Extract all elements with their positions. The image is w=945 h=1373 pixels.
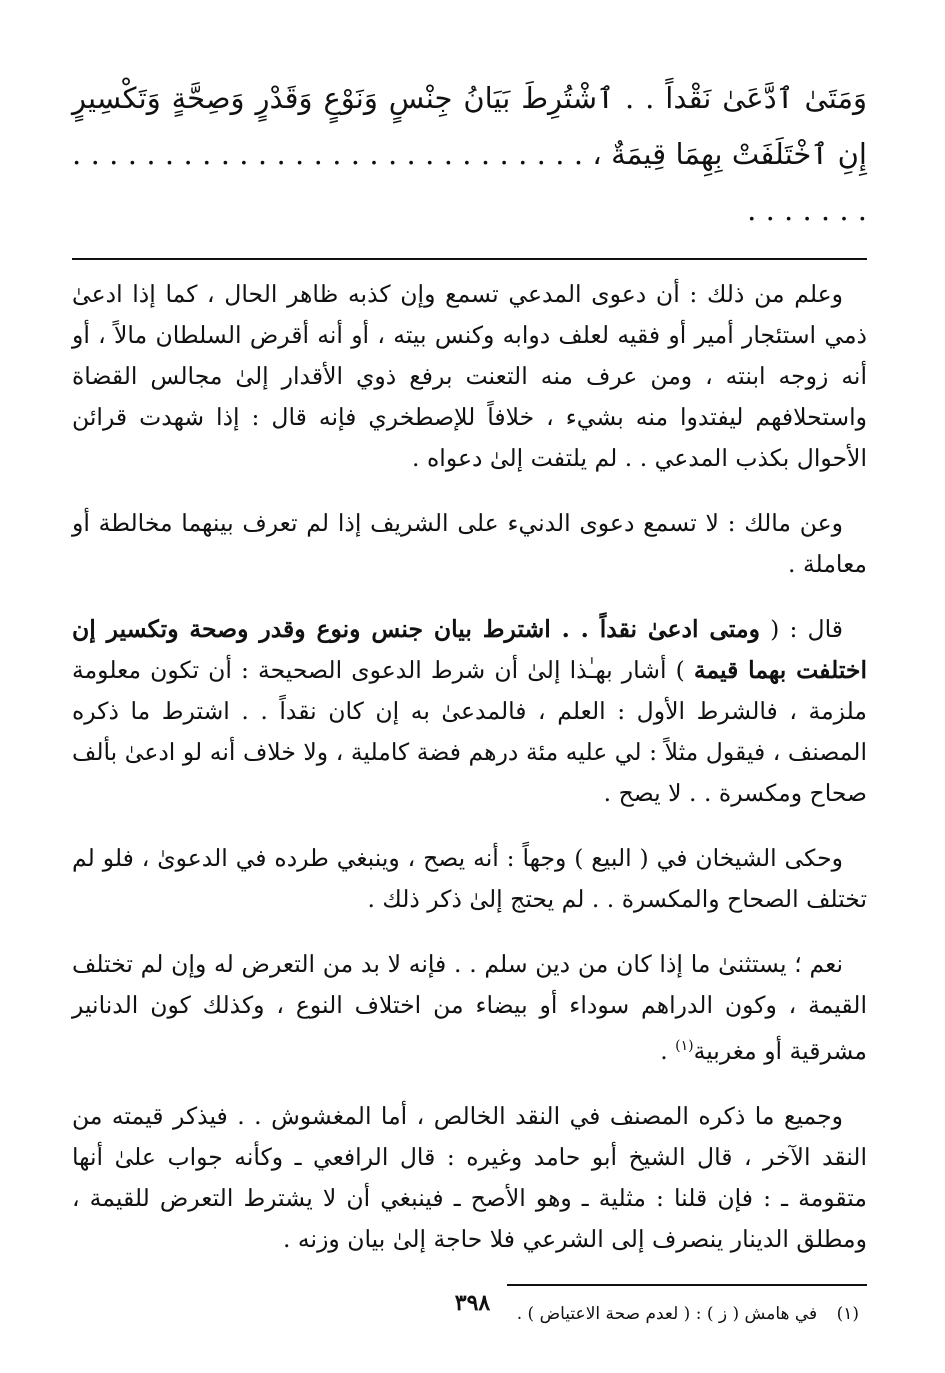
paragraph-3-text: ) أشار بهـٰذا إلىٰ أن شرط الدعوى الصحيحة : أن تكون معلومة ملزمة ، فالشرط الأول : العلم ، فالمدعىٰ به إن كان نقداً . . اشترط ما ذكره المصنف ، فيقول مثلاً : لي عليه مئة درهم فضة كاملية ، ولا خلاف أنه لو ادعىٰ بألف صحاح ومكسرة . . لا يصح .: [72, 656, 867, 807]
page-number: ٣٩٨: [454, 1290, 491, 1316]
footnote-marker: (١): [675, 1038, 694, 1054]
commentary-body: [72, 274, 867, 1260]
matn-line: وَمَتَىٰ ٱدَّعَىٰ نَقْداً . . ٱشْتُرِطَ بَيَانُ جِنْسٍ وَنَوْعٍ وَقَدْرٍ وَصِحَّةٍ وَتَكْسِيرٍ إِنِ ٱخْتَلَفَتْ بِهِمَا قِيمَةٌ ،: [72, 81, 867, 171]
footnote-separator: [507, 1284, 867, 1286]
paragraph-4: وحكى الشيخان في ( البيع ) وجهاً : أنه يصح ، وينبغي طرده في الدعوىٰ ، فلو لم تختلف الصحاح والمكسرة . . لم يحتج إلىٰ ذكر ذلك .: [72, 844, 867, 913]
paragraph-3: [72, 609, 867, 814]
footnote-number: (١): [836, 1303, 859, 1324]
paragraph-1: وعلم من ذلك : أن دعوى المدعي تسمع وإن كذبه ظاهر الحال ، كما إذا ادعىٰ ذمي استئجار أمير أو فقيه لعلف دوابه وكنس بيته ، أو أنه أقرض السلطان مالاً ، أو أنه زوجه ابنته ، ومن عرف منه التعنت برفع ذوي الأقدار إلىٰ مجالس القضاة واستحلافهم ليفتدوا منه بشيء ، خلافاً للإصطخري فإنه قال : إذا شهدت قرائن الأحوال بكذب المدعي . . لم يلتفت إلىٰ دعواه .: [72, 280, 867, 472]
matn-text: [72, 70, 867, 238]
paragraph-5-text: نعم ؛ يستثنىٰ ما إذا كان من دين سلم . . فإنه لا بد من التعرض له وإن لم تختلف القيمة ، وكون الدراهم سوداء أو بيضاء من اختلاف النوع ، وكذلك كون الدنانير مشرقية أو مغربية: [72, 950, 867, 1065]
paragraph-2: وعن مالك : لا تسمع دعوى الدنيء على الشريف إذا لم تعرف بينهما مخالطة أو معاملة .: [72, 509, 867, 578]
footnote-text: في هامش ( ز ) : ( لعدم صحة الاعتياض ) .: [516, 1303, 818, 1324]
matn-separator: [72, 258, 867, 260]
matn-dots: . . . . . . . . . . . . . . . . . . . . . . . . . . . . . . . . . . .: [72, 137, 867, 227]
paragraph-5: [72, 944, 867, 1072]
paragraph-3-lead: قال : (: [759, 615, 843, 643]
paragraph-3-quoted-matn: ومتى ادعىٰ نقداً . . اشترط بيان جنس ونوع وقدر وصحة وتكسير إن اختلفت بهما قيمة: [72, 615, 867, 684]
paragraph-6: وجميع ما ذكره المصنف في النقد الخالص ، أما المغشوش . . فيذكر قيمته من النقد الآخر ، قال الشيخ أبو حامد وغيره : قال الرافعي ـ وكأنه جواب علىٰ أنها متقومة ـ : فإن قلنا : مثلية ـ وهو الأصح ـ فينبغي أن لا يشترط التعرض للقيمة ، ومطلق الدينار ينصرف إلى الشرعي فلا حاجة إلىٰ بيان وزنه .: [72, 1101, 867, 1253]
paragraph-5-tail: .: [660, 1036, 676, 1065]
